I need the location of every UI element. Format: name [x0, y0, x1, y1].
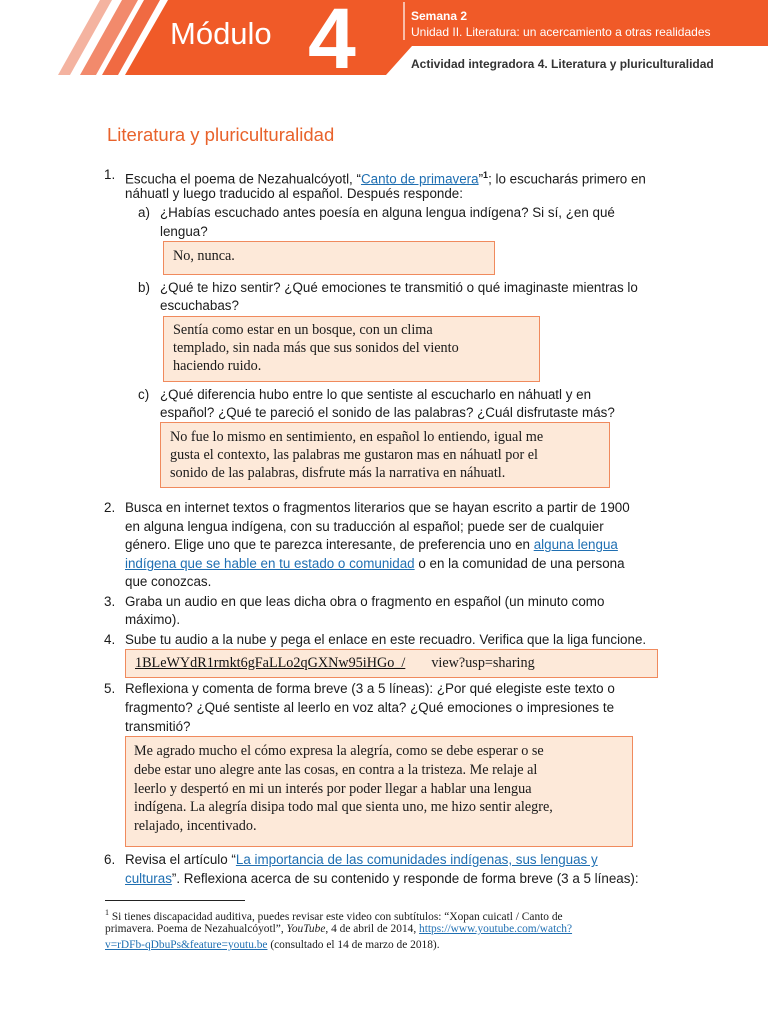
question-1a-line: ¿Habías escuchado antes poesía en alguna lengua indígena? Si sí, ¿en qué [160, 205, 615, 220]
answer-text: No, nunca. [173, 248, 235, 264]
youtube-link[interactable]: v=rDFb-qDbuPs&feature=youtu.be [105, 939, 268, 951]
item-number: 4. [104, 632, 116, 647]
question-2-line: que conozcas. [125, 574, 212, 589]
audio-link[interactable]: 1BLeWYdR1rmkt6gFaLLo2qGXNw95iHGo_/ [135, 655, 406, 671]
answer-text: leerlo y despertó en mi un interés por poder llegar a hablar una lengua [134, 781, 532, 797]
question-2-line: Busca en internet textos o fragmentos literarios que se hayan escrito a partir de 1900 [125, 500, 630, 515]
question-3-line: máximo). [125, 612, 181, 627]
item-number: 3. [104, 594, 116, 609]
footnote-line: $^1$ Si tienes discapacidad auditiva, puedes revisar este video con subtítulos: “Xopan cuicatl / Canto de [105, 908, 563, 923]
answer-text: No fue lo mismo en sentimiento, en español lo entiendo, igual me [170, 429, 544, 445]
canto-de-primavera-link[interactable]: Canto de primavera [360, 171, 479, 187]
item-number: 2. [104, 500, 116, 515]
question-5-line: Reflexiona y comenta de forma breve (3 a 5 líneas): ¿Por qué elegiste este texto o [125, 681, 615, 696]
question-1c-line: español? ¿Qué te pareció el sonido de las palabras? ¿Cuál disfrutaste más? [160, 405, 615, 420]
subitem-label: b) [138, 280, 150, 295]
answer-text: Me agrado mucho el cómo expresa la alegría, como se debe esperar o se [134, 743, 544, 759]
article-link[interactable]: culturas [125, 871, 172, 886]
question-2-line: en alguna lengua indígena, con su traducción al español; puede ser de cualquier [125, 519, 604, 534]
question-5-line: transmitió? [125, 719, 191, 734]
activity-label: Actividad integradora 4. Literatura y pluriculturalidad [411, 57, 714, 71]
module-word: Módulo [170, 16, 272, 51]
answer-text: haciendo ruido. [173, 358, 262, 374]
subitem-label: c) [138, 387, 150, 402]
question-1-line: Escucha el poema de Nezahualcóyotl, “Canto de primavera”$^1$; lo escucharás primero en [125, 170, 646, 187]
answer-text: debe estar uno alegre ante las cosas, en contra a la tristeza. Me relaje al [134, 762, 538, 778]
question-3-line: Graba un audio en que leas dicha obra o fragmento en español (un minuto como [125, 594, 605, 609]
subitem-label: a) [138, 205, 150, 220]
question-1b-line: escuchabas? [160, 298, 239, 313]
answer-text: gusta el contexto, las palabras me gustaron mas en náhuatl por el [170, 447, 538, 463]
lengua-indigena-link[interactable]: indígena que se hable en tu estado o comunidad [125, 556, 415, 571]
question-1a-line: lengua? [160, 224, 208, 239]
answer-text: sonido de las palabras, disfrute más la narrativa en náhuatl. [170, 465, 506, 481]
module-number: 4 [308, 0, 356, 87]
footnote-divider [105, 900, 245, 901]
answer-text: indígena. La alegría disipa todo mal que sienta uno, me hizo sentir alegre, [134, 799, 553, 815]
page-title: Literatura y pluriculturalidad [107, 124, 335, 145]
question-5-line: fragmento? ¿Qué sentiste al leerlo en voz alta? ¿Qué emociones o impresiones te [125, 700, 615, 715]
item-number: 5. [104, 681, 116, 696]
article-link[interactable]: La importancia de las comunidades indígenas, sus lenguas y [235, 852, 598, 867]
lengua-indigena-link[interactable]: alguna lengua [533, 537, 618, 552]
youtube-link[interactable]: https://www.youtube.com/watch? [419, 923, 573, 935]
week-label: Semana 2 [411, 9, 468, 23]
question-1c-line: ¿Qué diferencia hubo entre lo que sentiste al escucharlo en náhuatl y en [160, 387, 592, 402]
question-4-line: Sube tu audio a la nube y pega el enlace en este recuadro. Verifica que la liga funcione. [125, 632, 647, 647]
item-number: 1. [104, 167, 116, 182]
answer-text: Sentía como estar en un bosque, con un clima [173, 322, 433, 338]
unit-label: Unidad II. Literatura: un acercamiento a otras realidades [411, 25, 711, 39]
item-number: 6. [104, 852, 116, 867]
footnote-ref[interactable]: 1 [483, 170, 489, 180]
question-1-line: náhuatl y luego traducido al español. Después responde: [125, 186, 463, 201]
question-1b-line: ¿Qué te hizo sentir? ¿Qué emociones te transmitió o qué imaginaste mientras lo [160, 280, 638, 295]
answer-text: relajado, incentivado. [134, 818, 257, 834]
answer-text: templado, sin nada más que sus sonidos del viento [173, 340, 459, 356]
